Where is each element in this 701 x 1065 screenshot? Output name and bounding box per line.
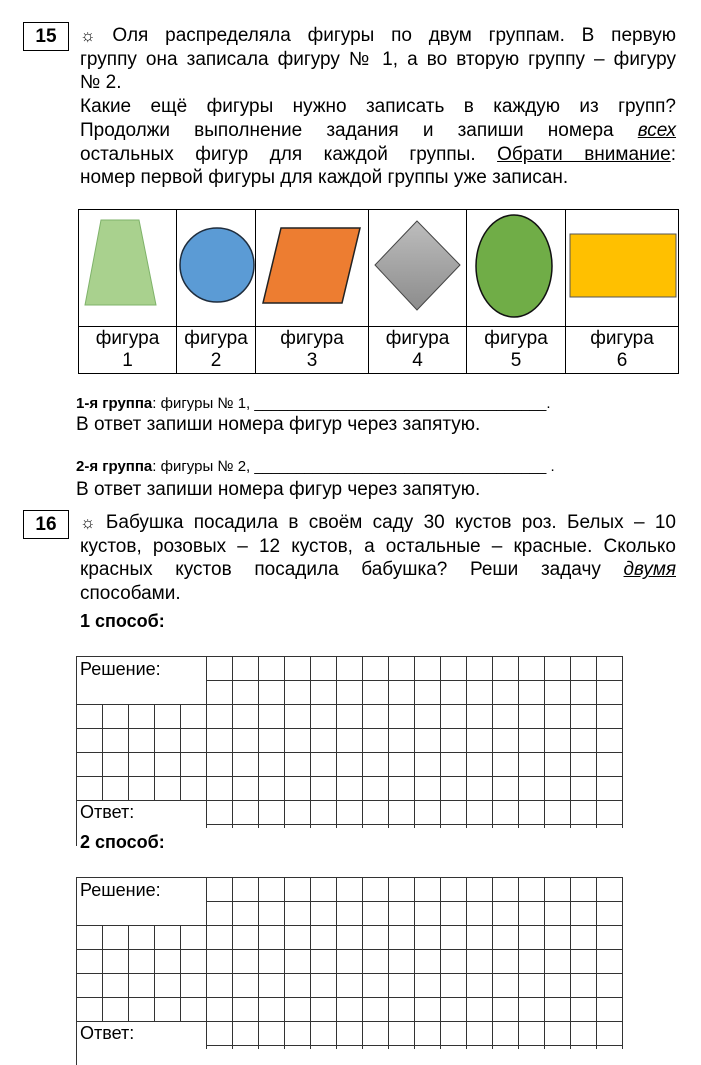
figure-1-cell [79,210,177,327]
ellipse-icon [467,210,565,321]
answer-label-2: Ответ: [80,1023,135,1043]
rhombus-icon [369,210,466,321]
figure-label: фигура 2 [177,327,256,374]
group1-answer-line[interactable]: 1-я группа: фигуры № 1, ___________________________________. [76,395,551,412]
trapezoid-icon [79,210,176,321]
method2-heading: 2 способ: [80,832,165,852]
figure-label: фигура 4 [369,327,467,374]
figures-table [78,209,679,374]
figure-2-cell [177,210,256,327]
figure-label: фигура 1 [79,327,177,374]
task16-text: ☼ Бабушка посадила в своём саду 30 кустов роз. Белых – 10 кустов, розовых – 12 кустов, а остальные – красные. Сколько красных кустов посадила бабушка? Реши задачу двумя способами. [80,512,676,605]
figure-6-cell [566,210,679,327]
parallelogram-icon [256,210,368,321]
figure-4-cell [369,210,467,327]
solution-label-2: Решение: [80,880,161,900]
task15-text: ☼ Оля распределяла фигуры по двум группам. В первую группу она записала фигуру № 1, а во вторую группу – фигуру № 2. Какие ещё фигуры нужно записать в каждую из групп? Продолжи выполнение задания и запиши номера всех остальных фигур для каждой группы. Обрати внимание: номер первой фигуры для каждой группы уже записан. [80,25,677,189]
group2-hint: В ответ запиши номера фигур через запятую. [76,479,481,500]
figure-3-cell [256,210,369,327]
task-number-15: 15 [23,22,69,51]
figure-5-cell [467,210,566,327]
circle-icon [177,210,255,321]
sun-icon: ☼ [80,26,96,45]
method1-heading: 1 способ: [80,611,165,631]
sun-icon: ☼ [80,513,96,532]
solution-label-1: Решение: [80,659,161,679]
figure-label: фигура 6 [566,327,679,374]
answer-label-1: Ответ: [80,802,135,822]
figure-label: фигура 3 [256,327,369,374]
figure-label: фигура 5 [467,327,566,374]
rectangle-icon [566,210,678,321]
task-number-16: 16 [23,510,69,539]
group1-hint: В ответ запиши номера фигур через запятую. [76,414,481,435]
group2-answer-line[interactable]: 2-я группа: фигуры № 2, ___________________________________ . [76,458,555,475]
